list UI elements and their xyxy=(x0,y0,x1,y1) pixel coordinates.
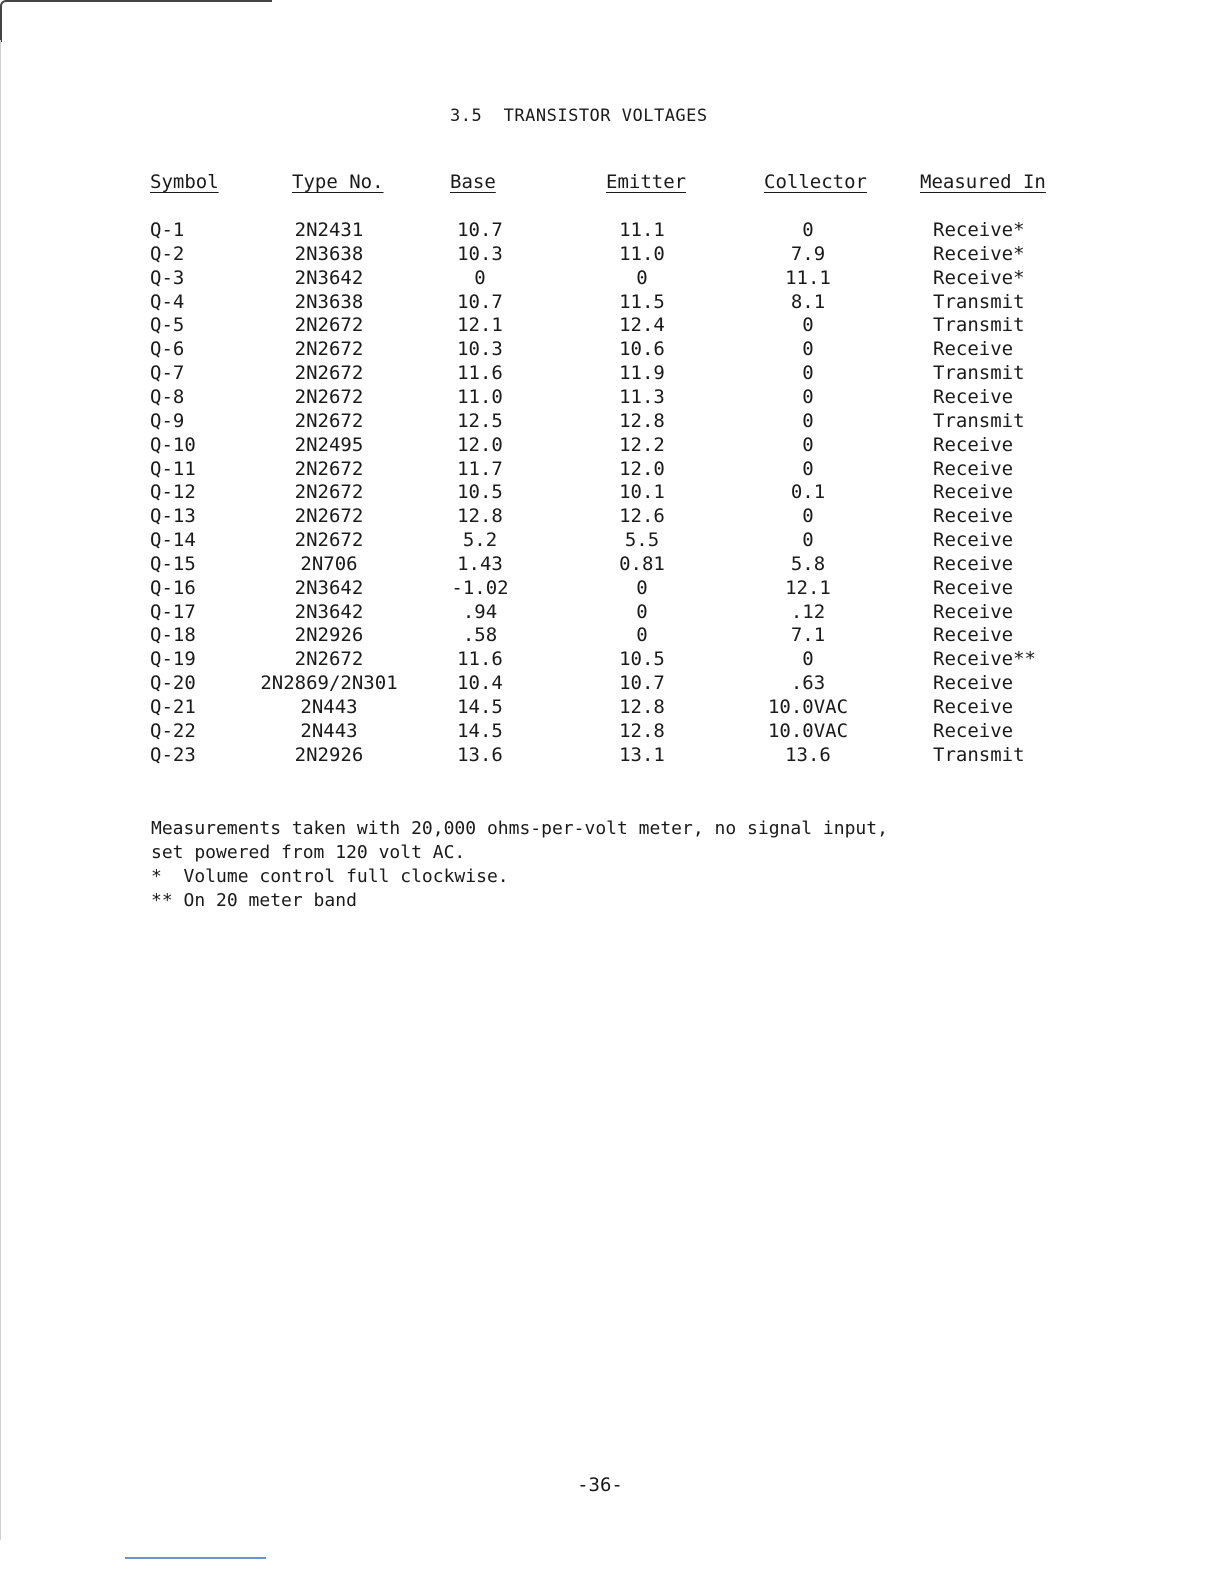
table-row xyxy=(0,671,1224,695)
cell-symbol: Q-16 xyxy=(150,577,196,599)
cell-collector: 0 xyxy=(802,219,814,241)
cell-collector: 0 xyxy=(802,410,814,432)
cell-emitter: 0 xyxy=(636,267,648,289)
cell-base: .94 xyxy=(462,601,498,623)
cell-type-no: 2N2672 xyxy=(294,410,364,432)
header-symbol: Symbol xyxy=(150,171,219,193)
cell-measured-in: Receive xyxy=(933,553,1014,575)
cell-measured-in: Transmit xyxy=(933,362,1025,384)
cell-emitter: 11.1 xyxy=(619,219,665,241)
cell-type-no: 2N2672 xyxy=(294,481,364,503)
cell-symbol: Q-23 xyxy=(150,744,196,766)
note-line: set powered from 120 volt AC. xyxy=(151,842,466,863)
table-row xyxy=(0,743,1224,767)
page-number: -36- xyxy=(577,1474,623,1496)
cell-symbol: Q-6 xyxy=(150,338,185,360)
table-row xyxy=(0,457,1224,481)
cell-measured-in: Receive xyxy=(933,696,1014,718)
cell-emitter: 12.8 xyxy=(619,720,665,742)
cell-emitter: 11.5 xyxy=(619,291,665,313)
cell-type-no: 2N2926 xyxy=(294,744,364,766)
cell-base: 10.3 xyxy=(457,243,503,265)
cell-type-no: 2N2495 xyxy=(294,434,364,456)
table-row xyxy=(0,361,1224,385)
cell-base: 12.5 xyxy=(457,410,503,432)
cell-symbol: Q-17 xyxy=(150,601,196,623)
cell-base: 11.7 xyxy=(457,458,503,480)
cell-collector: 0 xyxy=(802,505,814,527)
cell-base: 0 xyxy=(474,267,486,289)
cell-collector: .12 xyxy=(790,601,826,623)
cell-type-no: 2N706 xyxy=(300,553,358,575)
cell-type-no: 2N3638 xyxy=(294,291,364,313)
header-collector: Collector xyxy=(764,171,867,193)
cell-type-no: 2N443 xyxy=(300,720,358,742)
cell-type-no: 2N2869/2N301 xyxy=(260,672,398,694)
cell-collector: 0 xyxy=(802,338,814,360)
cell-emitter: 12.8 xyxy=(619,410,665,432)
cell-measured-in: Receive* xyxy=(933,219,1025,241)
cell-type-no: 2N2926 xyxy=(294,624,364,646)
cell-symbol: Q-4 xyxy=(150,291,185,313)
table-row xyxy=(0,218,1224,242)
cell-collector: 0 xyxy=(802,648,814,670)
cell-emitter: 10.6 xyxy=(619,338,665,360)
cell-emitter: 5.5 xyxy=(624,529,660,551)
cell-emitter: 0 xyxy=(636,624,648,646)
cell-emitter: 12.2 xyxy=(619,434,665,456)
cell-symbol: Q-18 xyxy=(150,624,196,646)
table-row xyxy=(0,290,1224,314)
cell-symbol: Q-11 xyxy=(150,458,196,480)
note-line: ** On 20 meter band xyxy=(151,890,357,911)
cell-emitter: 11.0 xyxy=(619,243,665,265)
cell-base: 11.0 xyxy=(457,386,503,408)
cell-base: 11.6 xyxy=(457,648,503,670)
cell-collector: 11.1 xyxy=(785,267,831,289)
measurement-notes xyxy=(151,817,888,913)
cell-measured-in: Transmit xyxy=(933,314,1025,336)
cell-base: 12.8 xyxy=(457,505,503,527)
page-title: 3.5 TRANSISTOR VOLTAGES xyxy=(450,106,708,126)
cell-emitter: 12.6 xyxy=(619,505,665,527)
header-type-no: Type No. xyxy=(292,171,384,193)
cell-base: 10.7 xyxy=(457,291,503,313)
cell-type-no: 2N2672 xyxy=(294,648,364,670)
cell-collector: 0.1 xyxy=(790,481,826,503)
table-row xyxy=(0,242,1224,266)
cell-base: 10.3 xyxy=(457,338,503,360)
bottom-rule xyxy=(125,1557,266,1559)
cell-type-no: 2N2672 xyxy=(294,362,364,384)
cell-measured-in: Receive xyxy=(933,434,1014,456)
cell-measured-in: Receive** xyxy=(933,648,1036,670)
header-emitter: Emitter xyxy=(606,171,687,193)
cell-base: 13.6 xyxy=(457,744,503,766)
cell-symbol: Q-14 xyxy=(150,529,196,551)
cell-type-no: 2N3642 xyxy=(294,267,364,289)
cell-symbol: Q-13 xyxy=(150,505,196,527)
cell-collector: .63 xyxy=(790,672,826,694)
table-row xyxy=(0,385,1224,409)
cell-base: 11.6 xyxy=(457,362,503,384)
table-row xyxy=(0,647,1224,671)
cell-collector: 8.1 xyxy=(790,291,826,313)
cell-symbol: Q-12 xyxy=(150,481,196,503)
table-row xyxy=(0,266,1224,290)
cell-emitter: 11.3 xyxy=(619,386,665,408)
cell-base: 5.2 xyxy=(462,529,498,551)
cell-type-no: 2N3638 xyxy=(294,243,364,265)
cell-base: 14.5 xyxy=(457,696,503,718)
cell-emitter: 12.4 xyxy=(619,314,665,336)
table-row xyxy=(0,433,1224,457)
cell-type-no: 2N3642 xyxy=(294,577,364,599)
cell-collector: 10.0VAC xyxy=(767,696,849,718)
table-row xyxy=(0,528,1224,552)
cell-emitter: 12.0 xyxy=(619,458,665,480)
page-corner-mark xyxy=(0,0,272,42)
cell-type-no: 2N2672 xyxy=(294,529,364,551)
cell-collector: 7.9 xyxy=(790,243,826,265)
table-row xyxy=(0,504,1224,528)
cell-type-no: 2N2672 xyxy=(294,505,364,527)
cell-base: 10.7 xyxy=(457,219,503,241)
cell-symbol: Q-7 xyxy=(150,362,185,384)
cell-collector: 0 xyxy=(802,362,814,384)
cell-symbol: Q-21 xyxy=(150,696,196,718)
cell-base: 12.0 xyxy=(457,434,503,456)
cell-symbol: Q-9 xyxy=(150,410,185,432)
cell-measured-in: Receive xyxy=(933,458,1014,480)
cell-type-no: 2N2672 xyxy=(294,314,364,336)
cell-type-no: 2N443 xyxy=(300,696,358,718)
cell-measured-in: Receive xyxy=(933,505,1014,527)
cell-measured-in: Receive xyxy=(933,672,1014,694)
cell-emitter: 0.81 xyxy=(619,553,665,575)
cell-collector: 0 xyxy=(802,434,814,456)
cell-collector: 12.1 xyxy=(785,577,831,599)
header-base: Base xyxy=(450,171,496,193)
cell-symbol: Q-5 xyxy=(150,314,185,336)
cell-measured-in: Receive xyxy=(933,624,1014,646)
cell-symbol: Q-1 xyxy=(150,219,185,241)
table-row xyxy=(0,695,1224,719)
cell-type-no: 2N2431 xyxy=(294,219,364,241)
cell-symbol: Q-19 xyxy=(150,648,196,670)
cell-base: 1.43 xyxy=(457,553,503,575)
cell-measured-in: Transmit xyxy=(933,291,1025,313)
cell-base: 14.5 xyxy=(457,720,503,742)
table-row xyxy=(0,313,1224,337)
cell-emitter: 0 xyxy=(636,601,648,623)
cell-symbol: Q-8 xyxy=(150,386,185,408)
cell-collector: 7.1 xyxy=(790,624,826,646)
cell-type-no: 2N2672 xyxy=(294,386,364,408)
cell-emitter: 11.9 xyxy=(619,362,665,384)
cell-type-no: 2N2672 xyxy=(294,338,364,360)
cell-collector: 0 xyxy=(802,529,814,551)
cell-measured-in: Receive xyxy=(933,386,1014,408)
cell-measured-in: Receive xyxy=(933,720,1014,742)
cell-collector: 10.0VAC xyxy=(767,720,849,742)
table-row xyxy=(0,480,1224,504)
cell-measured-in: Receive* xyxy=(933,243,1025,265)
cell-symbol: Q-22 xyxy=(150,720,196,742)
cell-measured-in: Receive* xyxy=(933,267,1025,289)
cell-emitter: 13.1 xyxy=(619,744,665,766)
cell-collector: 0 xyxy=(802,314,814,336)
cell-symbol: Q-3 xyxy=(150,267,185,289)
table-row xyxy=(0,409,1224,433)
table-row xyxy=(0,576,1224,600)
note-line: * Volume control full clockwise. xyxy=(151,866,509,887)
cell-symbol: Q-20 xyxy=(150,672,196,694)
cell-measured-in: Receive xyxy=(933,529,1014,551)
cell-collector: 5.8 xyxy=(790,553,826,575)
cell-type-no: 2N3642 xyxy=(294,601,364,623)
cell-symbol: Q-15 xyxy=(150,553,196,575)
table-row xyxy=(0,600,1224,624)
table-row xyxy=(0,623,1224,647)
cell-base: 10.4 xyxy=(457,672,503,694)
cell-measured-in: Transmit xyxy=(933,410,1025,432)
cell-measured-in: Transmit xyxy=(933,744,1025,766)
cell-collector: 0 xyxy=(802,458,814,480)
cell-measured-in: Receive xyxy=(933,577,1014,599)
cell-symbol: Q-2 xyxy=(150,243,185,265)
cell-emitter: 10.1 xyxy=(619,481,665,503)
cell-type-no: 2N2672 xyxy=(294,458,364,480)
cell-base: 12.1 xyxy=(457,314,503,336)
cell-measured-in: Receive xyxy=(933,338,1014,360)
cell-collector: 0 xyxy=(802,386,814,408)
cell-emitter: 12.8 xyxy=(619,696,665,718)
table-row xyxy=(0,552,1224,576)
cell-collector: 13.6 xyxy=(785,744,831,766)
cell-base: -1.02 xyxy=(451,577,509,599)
cell-base: .58 xyxy=(462,624,498,646)
note-line: Measurements taken with 20,000 ohms-per-volt meter, no signal input, xyxy=(151,818,888,839)
cell-measured-in: Receive xyxy=(933,601,1014,623)
table-row xyxy=(0,719,1224,743)
cell-emitter: 0 xyxy=(636,577,648,599)
cell-measured-in: Receive xyxy=(933,481,1014,503)
header-measured-in: Measured In xyxy=(920,171,1046,193)
cell-emitter: 10.7 xyxy=(619,672,665,694)
cell-symbol: Q-10 xyxy=(150,434,196,456)
table-row xyxy=(0,337,1224,361)
cell-emitter: 10.5 xyxy=(619,648,665,670)
cell-base: 10.5 xyxy=(457,481,503,503)
